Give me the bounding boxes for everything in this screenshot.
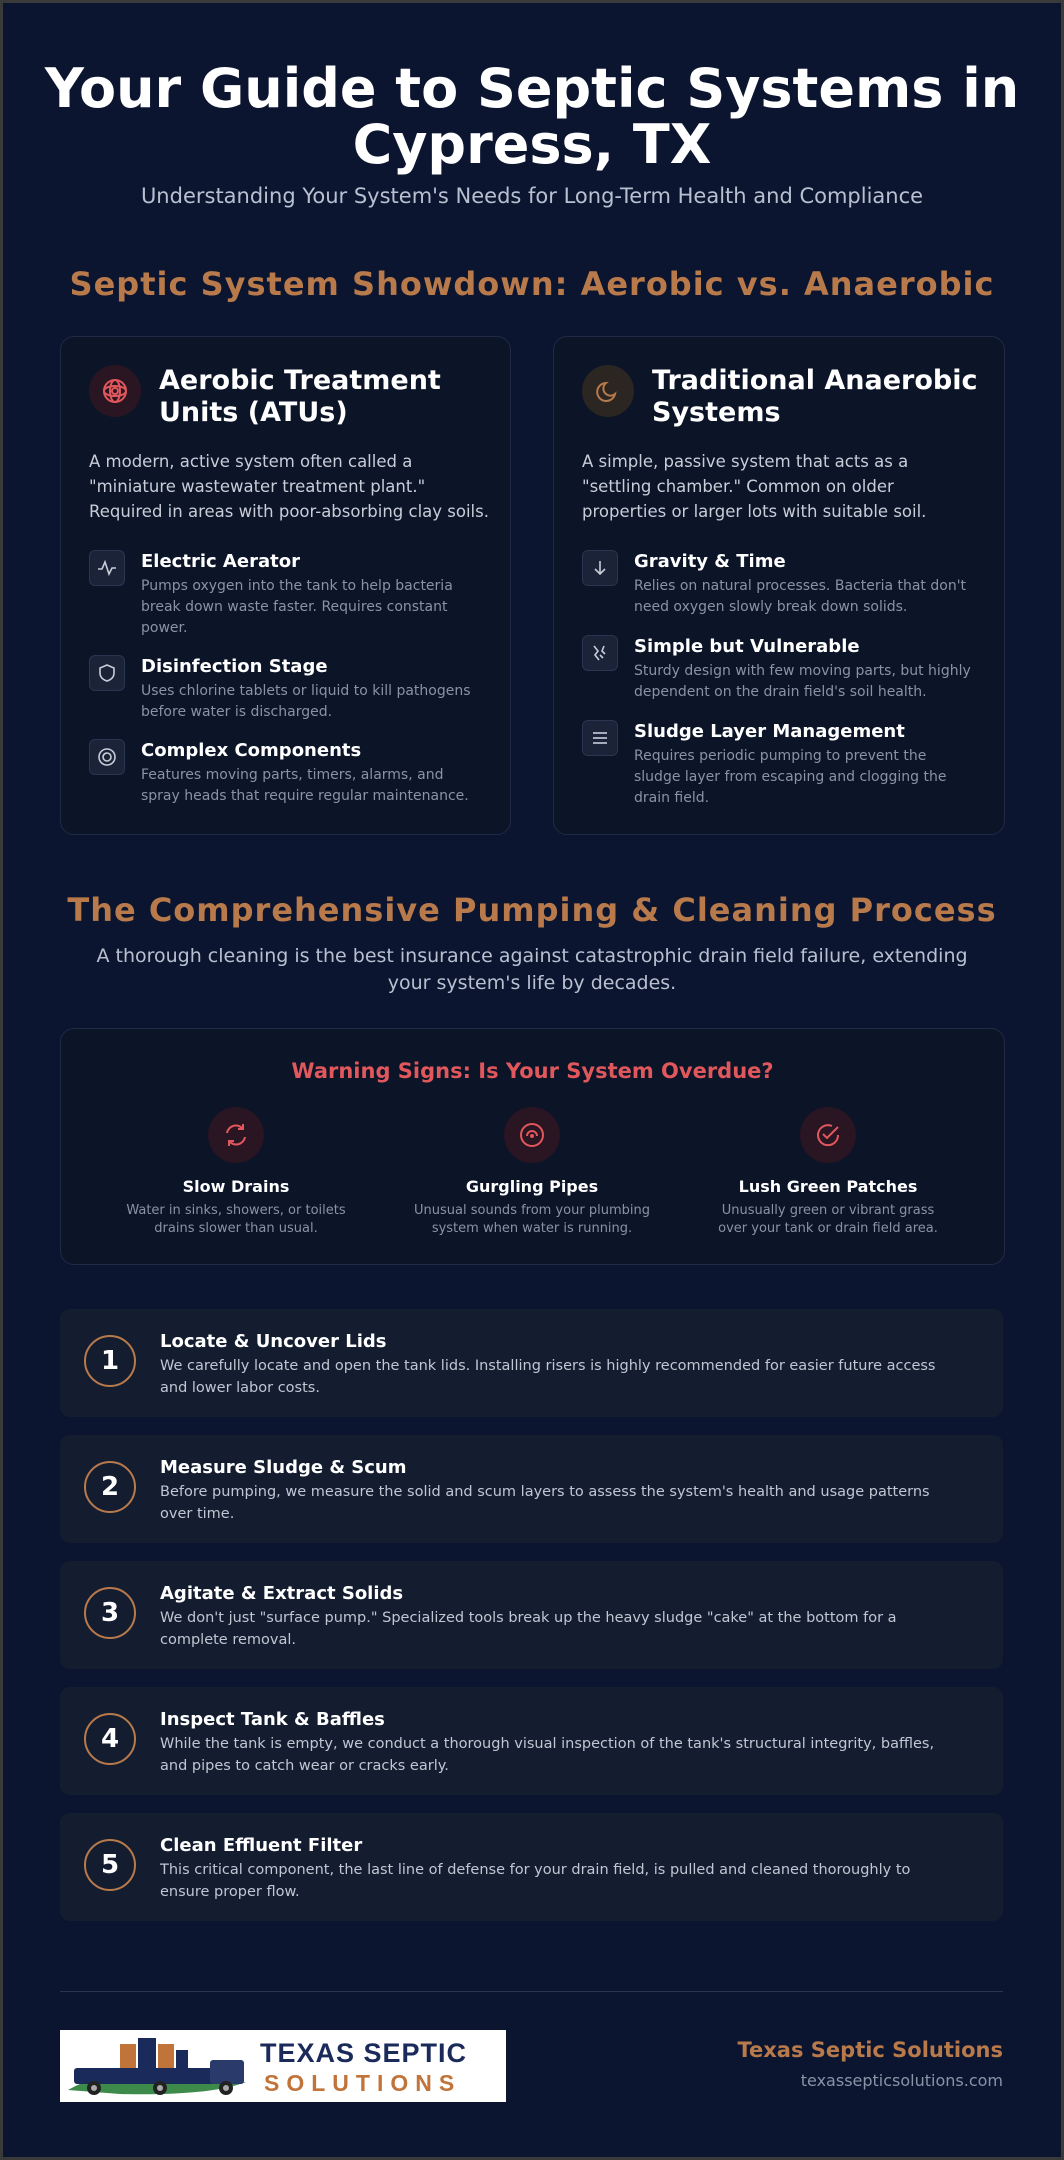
feature-item xyxy=(582,550,974,618)
feature-item xyxy=(582,635,974,703)
step-description: We don't just "surface pump." Specialized tools break up the heavy sludge "cake" at the bottom for a complete removal. xyxy=(160,1610,897,1648)
process-title: The Comprehensive Pumping & Cleaning Process xyxy=(67,891,997,929)
arrow-down-icon xyxy=(582,550,618,586)
warning-sign xyxy=(678,1107,978,1238)
step-number: 4 xyxy=(84,1713,136,1765)
step-number: 1 xyxy=(84,1335,136,1387)
aerobic-title: Aerobic Treatment Units (ATUs) xyxy=(159,365,441,428)
feature-title: Disinfection Stage xyxy=(141,656,328,677)
company-logo xyxy=(60,2030,506,2102)
page-frame xyxy=(3,3,1061,2157)
activity-icon xyxy=(89,550,125,586)
footer-divider xyxy=(60,1991,1003,1992)
layers-icon xyxy=(582,720,618,756)
process-step xyxy=(60,1435,1003,1543)
feature-title: Electric Aerator xyxy=(141,551,300,572)
step-number: 3 xyxy=(84,1587,136,1639)
feature-item xyxy=(582,720,974,809)
footer-company-name: Texas Septic Solutions xyxy=(737,2038,1003,2062)
process-step xyxy=(60,1309,1003,1417)
step-description: We carefully locate and open the tank lids. Installing risers is highly recommended for easier future access and lower labor costs. xyxy=(160,1358,936,1396)
anaerobic-description: A simple, passive system that acts as a "settling chamber." Common on older properties or larger lots with suitable soil. xyxy=(582,452,927,521)
refresh-icon xyxy=(208,1107,264,1163)
footer-website-link[interactable]: texassepticsolutions.com xyxy=(800,2071,1003,2090)
step-title: Measure Sludge & Scum xyxy=(160,1457,407,1478)
feature-description: Features moving parts, timers, alarms, and spray heads that require regular maintenance. xyxy=(141,767,469,804)
page-title: Your Guide to Septic Systems in Cypress, TX xyxy=(44,57,1020,176)
feature-title: Simple but Vulnerable xyxy=(634,636,860,657)
process-step xyxy=(60,1813,1003,1921)
truck-logo-icon xyxy=(60,2030,256,2102)
step-number: 2 xyxy=(84,1461,136,1513)
showdown-title: Septic System Showdown: Aerobic vs. Anaerobic xyxy=(69,265,995,303)
page-subtitle: Understanding Your System's Needs for Long-Term Health and Compliance xyxy=(140,184,924,208)
moon-icon xyxy=(582,365,634,417)
check-circle-icon xyxy=(800,1107,856,1163)
step-title: Inspect Tank & Baffles xyxy=(160,1709,385,1730)
step-description: While the tank is empty, we conduct a thorough visual inspection of the tank's structural integrity, baffles, and pipes to catch wear or cracks early. xyxy=(160,1736,935,1774)
sound-icon xyxy=(504,1107,560,1163)
shield-icon xyxy=(89,655,125,691)
feature-description: Requires periodic pumping to prevent the sludge layer from escaping and clogging the drain field. xyxy=(634,748,947,806)
step-description: Before pumping, we measure the solid and scum layers to assess the system's health and usage patterns over time. xyxy=(160,1484,930,1522)
atom-icon xyxy=(89,365,141,417)
warning-title: Warning Signs: Is Your System Overdue? xyxy=(291,1059,774,1083)
sign-title: Lush Green Patches xyxy=(738,1177,918,1196)
aerobic-description: A modern, active system often called a "miniature wastewater treatment plant." Required in areas with poor-absorbing clay soils. xyxy=(89,452,489,521)
step-title: Agitate & Extract Solids xyxy=(160,1583,404,1604)
step-description: This critical component, the last line of defense for your drain field, is pulled and cleaned thoroughly to ensure proper flow. xyxy=(160,1862,911,1900)
feature-item xyxy=(89,739,481,807)
gears-icon xyxy=(89,739,125,775)
anaerobic-title: Traditional Anaerobic Systems xyxy=(652,365,978,428)
feature-item xyxy=(89,550,481,639)
sign-description: Water in sinks, showers, or toilets drains slower than usual. xyxy=(126,1203,346,1236)
sign-title: Slow Drains xyxy=(182,1177,290,1196)
sign-title: Gurgling Pipes xyxy=(465,1177,599,1196)
step-number: 5 xyxy=(84,1839,136,1891)
feature-description: Relies on natural processes. Bacteria that don't need oxygen slowly break down solids. xyxy=(634,578,967,615)
warning-signs-card xyxy=(60,1028,1005,1265)
feature-description: Sturdy design with few moving parts, but highly dependent on the drain field's soil health. xyxy=(634,663,971,700)
process-step xyxy=(60,1561,1003,1669)
sign-description: Unusual sounds from your plumbing system when water is running. xyxy=(414,1203,650,1236)
feature-description: Uses chlorine tablets or liquid to kill pathogens before water is discharged. xyxy=(141,683,471,720)
feature-item xyxy=(89,655,481,723)
feature-description: Pumps oxygen into the tank to help bacteria break down waste faster. Requires constant power. xyxy=(141,578,453,636)
crack-icon xyxy=(582,635,618,671)
sign-description: Unusually green or vibrant grass over your tank or drain field area. xyxy=(718,1203,938,1236)
logo-text-bottom: SOLUTIONS xyxy=(264,2070,462,2096)
warning-sign xyxy=(86,1107,386,1238)
feature-title: Complex Components xyxy=(141,740,362,761)
warning-sign xyxy=(382,1107,682,1238)
step-title: Clean Effluent Filter xyxy=(160,1835,363,1856)
aerobic-card xyxy=(60,336,511,835)
feature-title: Gravity & Time xyxy=(634,551,786,572)
logo-text-top: TEXAS SEPTIC xyxy=(260,2038,468,2068)
step-title: Locate & Uncover Lids xyxy=(160,1331,387,1352)
anaerobic-card xyxy=(553,336,1005,835)
process-step xyxy=(60,1687,1003,1795)
feature-title: Sludge Layer Management xyxy=(634,721,905,742)
process-subtitle: A thorough cleaning is the best insurance against catastrophic drain field failure, extending your system's life by decades. xyxy=(96,945,968,994)
